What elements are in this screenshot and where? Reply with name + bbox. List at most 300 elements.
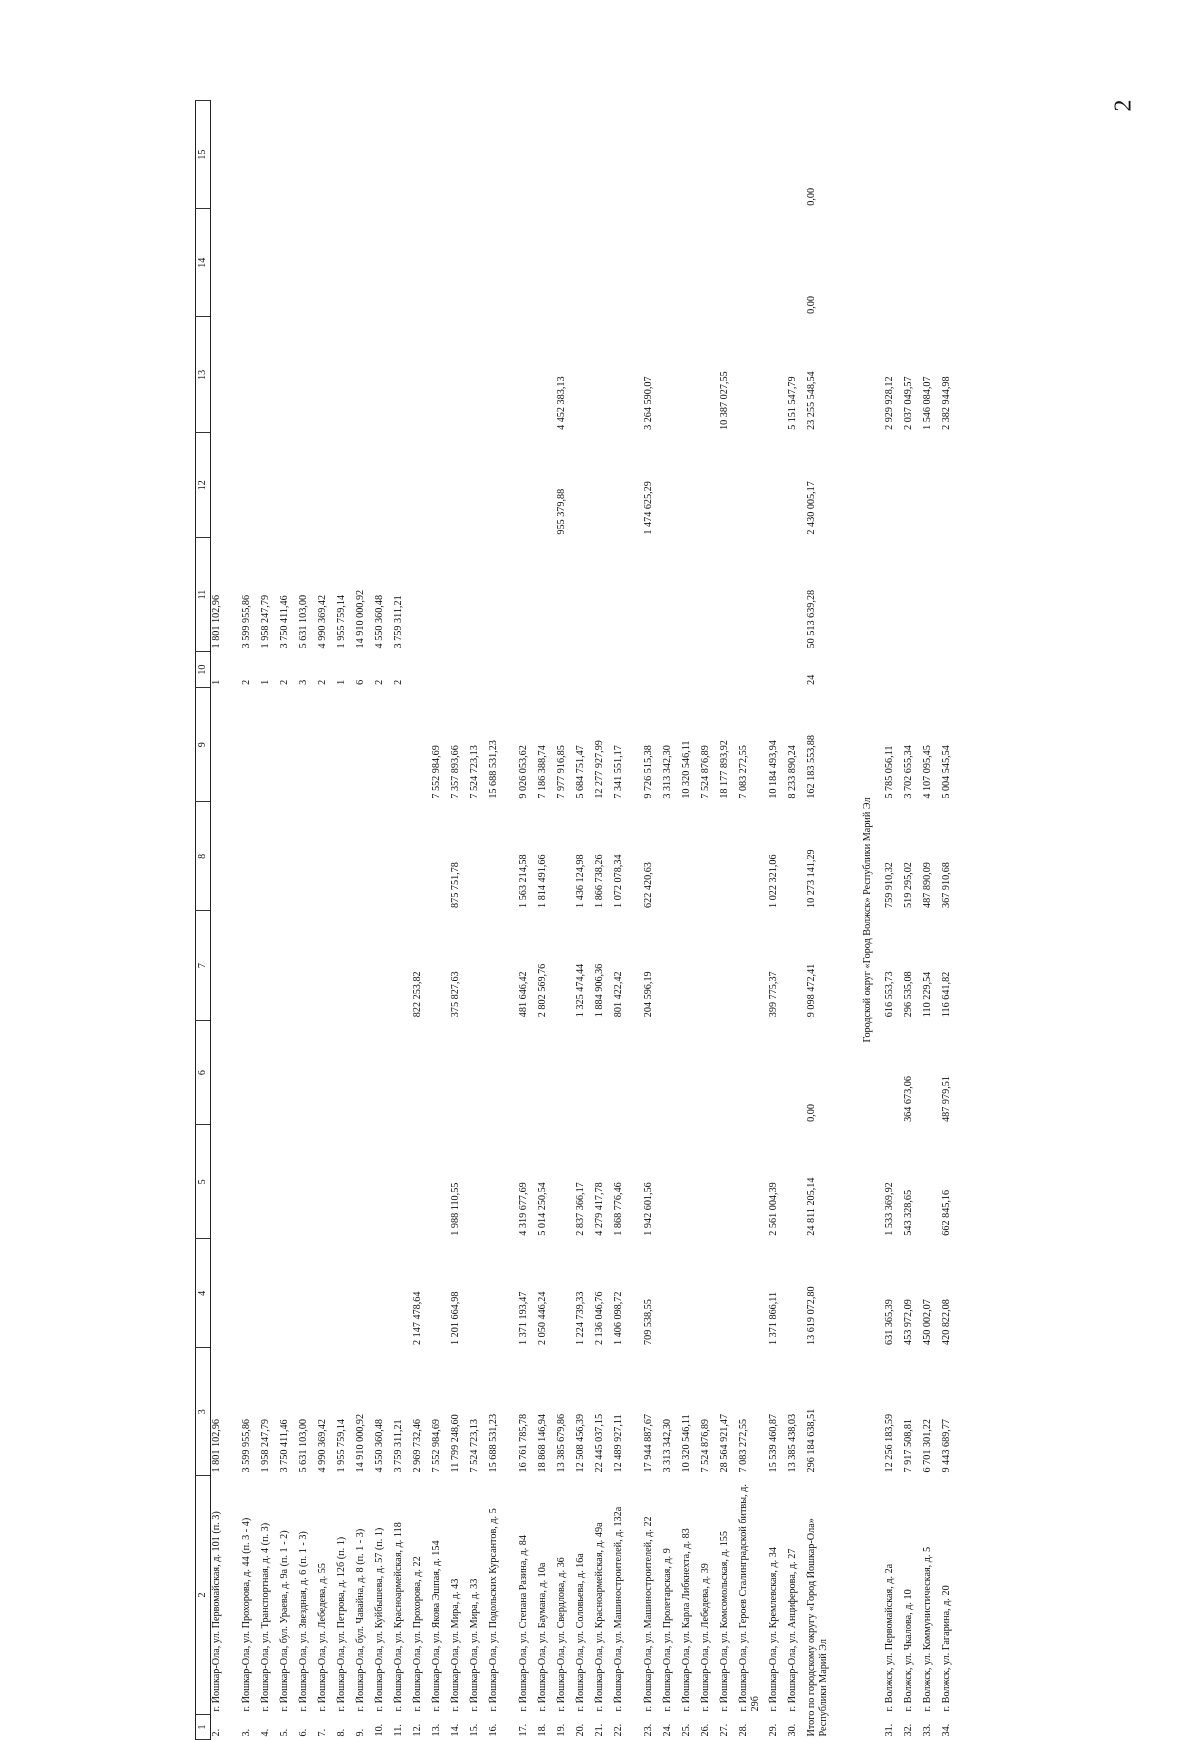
row-number: 5. bbox=[279, 1728, 290, 1737]
cell-c9: 5 004 545,54 bbox=[941, 745, 952, 799]
cell-c9: 18 177 893,92 bbox=[719, 740, 730, 799]
cell-c3: 7 083 272,55 bbox=[738, 1418, 749, 1473]
total-c6: 0,00 bbox=[806, 1104, 817, 1122]
cell-c14 bbox=[279, 209, 298, 317]
cell-c5: 1 868 776,46 bbox=[613, 1182, 624, 1236]
row-number: 19. bbox=[556, 1723, 567, 1737]
cell-c12 bbox=[537, 433, 556, 538]
table-row bbox=[738, 101, 768, 1740]
row-number: 6. bbox=[298, 1728, 309, 1737]
cell-c9: 4 107 095,45 bbox=[922, 745, 933, 799]
total-c3: 296 184 638,51 bbox=[806, 1408, 817, 1473]
cell-c14 bbox=[922, 209, 941, 317]
cell-c14 bbox=[393, 209, 412, 317]
cell-c12 bbox=[374, 433, 393, 538]
cell-c6 bbox=[537, 1020, 556, 1125]
table-row bbox=[768, 101, 787, 1740]
row-number: 12. bbox=[412, 1723, 423, 1737]
cell-c7: 1 884 906,36 bbox=[594, 963, 605, 1018]
row-number: 24. bbox=[662, 1723, 673, 1737]
column-header-5: 5 bbox=[196, 1125, 211, 1239]
cell-c10 bbox=[518, 651, 537, 687]
cell-c12 bbox=[279, 433, 298, 538]
cell-c9: 12 277 927,99 bbox=[594, 740, 605, 799]
cell-c4 bbox=[279, 1239, 298, 1348]
cell-c10 bbox=[922, 651, 941, 687]
cell-c13 bbox=[700, 317, 719, 433]
column-header-7: 7 bbox=[196, 911, 211, 1020]
cell-c7 bbox=[681, 911, 700, 1020]
cell-c15 bbox=[768, 101, 787, 209]
cell-c7: 822 253,82 bbox=[412, 971, 423, 1018]
cell-c7 bbox=[393, 911, 412, 1020]
cell-c14 bbox=[450, 209, 469, 317]
cell-c7: 616 553,73 bbox=[884, 971, 895, 1018]
cell-c8 bbox=[719, 802, 738, 911]
cell-c13 bbox=[738, 317, 768, 433]
cell-c3: 13 385 438,03 bbox=[787, 1413, 798, 1473]
cell-c4 bbox=[431, 1239, 450, 1348]
cell-c11 bbox=[431, 538, 450, 652]
table-row bbox=[787, 101, 806, 1740]
cell-c8 bbox=[317, 802, 336, 911]
cell-c3: 3 313 342,30 bbox=[662, 1418, 673, 1473]
cell-c4: 709 538,55 bbox=[643, 1299, 654, 1345]
cell-c9 bbox=[336, 688, 355, 802]
cell-c10: 2 bbox=[393, 679, 404, 685]
cell-c7 bbox=[700, 911, 719, 1020]
cell-c12 bbox=[260, 433, 279, 538]
cell-c7: 2 802 569,76 bbox=[537, 963, 548, 1018]
cell-c7: 801 422,42 bbox=[613, 971, 624, 1018]
cell-c3: 3 759 311,21 bbox=[393, 1419, 404, 1473]
cell-c8: 1 072 078,34 bbox=[613, 854, 624, 908]
cell-c5: 2 561 004,39 bbox=[768, 1182, 779, 1236]
cell-c10 bbox=[941, 651, 960, 687]
cell-c4: 1 224 739,33 bbox=[575, 1291, 586, 1345]
cell-c15 bbox=[575, 101, 594, 209]
cell-c12 bbox=[241, 433, 260, 538]
row-address: г. Йошкар-Ола, ул. Пролетарская, д. 9 bbox=[662, 1548, 673, 1712]
cell-c13 bbox=[336, 317, 355, 433]
cell-c4 bbox=[719, 1239, 738, 1348]
cell-c3: 11 799 248,60 bbox=[450, 1414, 461, 1473]
cell-c9: 15 688 531,23 bbox=[488, 740, 499, 799]
cell-c7 bbox=[662, 911, 681, 1020]
cell-c7 bbox=[260, 911, 279, 1020]
cell-c15 bbox=[594, 101, 613, 209]
cell-c8: 1 563 214,58 bbox=[518, 854, 529, 908]
cell-c15 bbox=[903, 101, 922, 209]
cell-c4 bbox=[700, 1239, 719, 1348]
cell-c4 bbox=[355, 1239, 374, 1348]
cell-c8 bbox=[298, 802, 317, 911]
cell-c8: 487 890,09 bbox=[922, 862, 933, 908]
cell-c15 bbox=[355, 101, 374, 209]
cell-c3: 17 944 887,67 bbox=[643, 1413, 654, 1473]
cell-c6 bbox=[336, 1020, 355, 1125]
cell-c15 bbox=[298, 101, 317, 209]
cell-c7 bbox=[556, 911, 575, 1020]
column-header-10: 10 bbox=[196, 651, 211, 687]
cell-c8 bbox=[412, 802, 431, 911]
cell-c12 bbox=[662, 433, 681, 538]
cell-c6 bbox=[556, 1020, 575, 1125]
column-header-2: 2 bbox=[196, 1475, 211, 1714]
cell-c10 bbox=[594, 651, 613, 687]
cell-c15 bbox=[241, 101, 260, 209]
cell-c13 bbox=[355, 317, 374, 433]
cell-c12 bbox=[393, 433, 412, 538]
cell-c6 bbox=[768, 1020, 787, 1125]
cell-c13: 2 037 049,57 bbox=[903, 376, 914, 430]
cell-c13 bbox=[412, 317, 431, 433]
cell-c9: 7 524 723,13 bbox=[469, 745, 480, 799]
cell-c11 bbox=[768, 538, 787, 652]
cell-c8 bbox=[241, 802, 260, 911]
cell-c15 bbox=[393, 101, 412, 209]
cell-c7 bbox=[488, 911, 518, 1020]
cell-c14 bbox=[738, 209, 768, 317]
cell-c7 bbox=[336, 911, 355, 1020]
table-row bbox=[537, 101, 556, 1740]
row-number: 22. bbox=[613, 1723, 624, 1737]
column-header-8: 8 bbox=[196, 802, 211, 911]
cell-c10 bbox=[488, 651, 518, 687]
cell-c5 bbox=[719, 1125, 738, 1239]
table-row bbox=[241, 101, 260, 1740]
cell-c11: 4 990 369,42 bbox=[317, 594, 328, 649]
cell-c11 bbox=[738, 538, 768, 652]
row-number: 23. bbox=[643, 1723, 654, 1737]
cell-c13: 5 151 547,79 bbox=[787, 376, 798, 430]
row-address: г. Йошкар-Ола, ул. Красноармейская, д. 118 bbox=[393, 1522, 404, 1712]
cell-c11 bbox=[903, 538, 922, 652]
row-address: г. Йошкар-Ола, ул. Героев Сталинградской битвы, д. 29б bbox=[738, 1484, 761, 1712]
cell-c13 bbox=[575, 317, 594, 433]
cell-c9 bbox=[393, 688, 412, 802]
table-row bbox=[450, 101, 469, 1740]
cell-c5 bbox=[662, 1125, 681, 1239]
cell-c4: 2 136 046,76 bbox=[594, 1291, 605, 1345]
cell-c8 bbox=[431, 802, 450, 911]
cell-c15 bbox=[279, 101, 298, 209]
cell-c8 bbox=[260, 802, 279, 911]
cell-c3: 16 761 785,78 bbox=[518, 1413, 529, 1473]
cell-c13: 2 929 928,12 bbox=[884, 376, 895, 430]
row-number: 34. bbox=[941, 1723, 952, 1737]
cell-c9 bbox=[260, 688, 279, 802]
cell-c12 bbox=[719, 433, 738, 538]
cell-c4 bbox=[681, 1239, 700, 1348]
cell-c12 bbox=[488, 433, 518, 538]
row-number: 2. bbox=[211, 1728, 222, 1737]
cell-c9: 8 233 890,24 bbox=[787, 745, 798, 799]
table-row bbox=[412, 101, 431, 1740]
cell-c5 bbox=[431, 1125, 450, 1239]
cell-c4 bbox=[336, 1239, 355, 1348]
cell-c13 bbox=[469, 317, 488, 433]
row-address: г. Йошкар-Ола, ул. Анциферова, д. 27 bbox=[787, 1548, 798, 1712]
cell-c10 bbox=[903, 651, 922, 687]
cell-c9: 9 026 053,62 bbox=[518, 745, 529, 799]
cell-c10 bbox=[613, 651, 643, 687]
cell-c10: 1 bbox=[260, 679, 271, 685]
column-header-14: 14 bbox=[196, 209, 211, 317]
cell-c5: 1 942 601,56 bbox=[643, 1182, 654, 1236]
cell-c11: 1 801 102,96 bbox=[211, 594, 222, 649]
cell-c15 bbox=[719, 101, 738, 209]
row-number: 13. bbox=[431, 1723, 442, 1737]
column-header-6: 6 bbox=[196, 1020, 211, 1125]
cell-c4 bbox=[317, 1239, 336, 1348]
cell-c12 bbox=[450, 433, 469, 538]
row-address: г. Йошкар-Ола, ул. Транспортная, д. 4 (п. 3) bbox=[260, 1522, 271, 1712]
row-number: 16. bbox=[488, 1723, 499, 1737]
row-number: 33. bbox=[922, 1723, 933, 1737]
cell-c13 bbox=[298, 317, 317, 433]
total-row bbox=[806, 101, 840, 1740]
cell-c13: 10 387 027,55 bbox=[719, 371, 730, 430]
row-address: г. Йошкар-Ола, ул. Карла Либкнехта, д. 83 bbox=[681, 1528, 692, 1712]
cell-c12: 955 379,88 bbox=[556, 488, 567, 535]
row-number: 30. bbox=[787, 1723, 798, 1737]
header-row bbox=[196, 101, 211, 1740]
cell-c10: 2 bbox=[241, 679, 252, 685]
cell-c14 bbox=[537, 209, 556, 317]
cell-c8 bbox=[374, 802, 393, 911]
cell-c3: 2 969 732,46 bbox=[412, 1418, 423, 1473]
cell-c9 bbox=[211, 688, 242, 802]
cell-c6 bbox=[279, 1020, 298, 1125]
cell-c11: 4 550 360,48 bbox=[374, 594, 385, 649]
cell-c3: 1 958 247,79 bbox=[260, 1418, 271, 1473]
cell-c6: 364 673,06 bbox=[903, 1076, 914, 1122]
cell-c11 bbox=[613, 538, 643, 652]
total-c13: 23 255 548,54 bbox=[806, 371, 817, 430]
cell-c10 bbox=[643, 651, 662, 687]
row-number: 7. bbox=[317, 1728, 328, 1737]
cell-c3: 7 524 723,13 bbox=[469, 1418, 480, 1473]
cell-c4: 1 371 866,11 bbox=[768, 1291, 779, 1345]
cell-c8 bbox=[662, 802, 681, 911]
cell-c12 bbox=[613, 433, 643, 538]
cell-c11 bbox=[518, 538, 537, 652]
cell-c8 bbox=[556, 802, 575, 911]
cell-c6 bbox=[719, 1020, 738, 1125]
spacer bbox=[874, 101, 884, 1740]
cell-c11 bbox=[488, 538, 518, 652]
table-row bbox=[922, 101, 941, 1740]
cell-c7 bbox=[279, 911, 298, 1020]
row-number: 10. bbox=[374, 1723, 385, 1737]
cell-c3: 18 868 146,94 bbox=[537, 1413, 548, 1473]
cell-c9: 3 313 342,30 bbox=[662, 745, 673, 799]
row-address: г. Йошкар-Ола, ул. Машиностроителей, д. 22 bbox=[643, 1516, 654, 1712]
cell-c8 bbox=[700, 802, 719, 911]
table-row bbox=[941, 101, 960, 1740]
cell-c3: 4 550 360,48 bbox=[374, 1418, 385, 1473]
column-header-1: 1 bbox=[196, 1714, 211, 1739]
table-row bbox=[469, 101, 488, 1740]
row-address: г. Волжск, ул. Чкалова, д. 10 bbox=[903, 1589, 914, 1712]
cell-c14 bbox=[355, 209, 374, 317]
cell-c11 bbox=[412, 538, 431, 652]
cell-c12 bbox=[412, 433, 431, 538]
row-address: г. Йошкар-Ола, ул. Первомайская, д. 101 (п. 3) bbox=[211, 1511, 222, 1712]
cell-c3: 22 445 037,15 bbox=[594, 1413, 605, 1473]
cell-c9 bbox=[279, 688, 298, 802]
table-row bbox=[556, 101, 575, 1740]
cell-c15 bbox=[317, 101, 336, 209]
cell-c6 bbox=[374, 1020, 393, 1125]
row-number: 14. bbox=[450, 1723, 461, 1737]
total-c15: 0,00 bbox=[806, 187, 817, 206]
cell-c6 bbox=[241, 1020, 260, 1125]
cell-c4 bbox=[662, 1239, 681, 1348]
cell-c15 bbox=[662, 101, 681, 209]
row-address: г. Йошкар-Ола, ул. Подольских Курсантов, д. 5 bbox=[488, 1508, 499, 1712]
cell-c6 bbox=[738, 1020, 768, 1125]
cell-c12 bbox=[575, 433, 594, 538]
cell-c6 bbox=[700, 1020, 719, 1125]
cell-c6: 487 979,51 bbox=[941, 1076, 952, 1122]
row-address: г. Йошкар-Ола, бул. Ураева, д. 9а (п. 1 - 2) bbox=[279, 1530, 290, 1712]
cell-c13: 1 546 084,07 bbox=[922, 376, 933, 430]
table-row bbox=[700, 101, 719, 1740]
cell-c13: 4 452 383,13 bbox=[556, 376, 567, 430]
cell-c12: 1 474 625,29 bbox=[643, 481, 654, 535]
cell-c14 bbox=[700, 209, 719, 317]
cell-c9: 7 524 876,89 bbox=[700, 745, 711, 799]
cell-c10: 2 bbox=[279, 679, 290, 685]
cell-c10 bbox=[431, 651, 450, 687]
cell-c15 bbox=[469, 101, 488, 209]
cell-c14 bbox=[469, 209, 488, 317]
row-address: г. Йошкар-Ола, ул. Прохорова, д. 44 (п. 3 - 4) bbox=[241, 1517, 252, 1712]
cell-c3: 10 320 546,11 bbox=[681, 1414, 692, 1473]
cell-c6 bbox=[355, 1020, 374, 1125]
cell-c9: 7 186 388,74 bbox=[537, 745, 548, 799]
total-c7: 9 098 472,41 bbox=[806, 963, 817, 1018]
cell-c13: 3 264 590,07 bbox=[643, 376, 654, 430]
row-number: 27. bbox=[719, 1723, 730, 1737]
cell-c6 bbox=[469, 1020, 488, 1125]
cell-c13 bbox=[613, 317, 643, 433]
cell-c10: 2 bbox=[317, 679, 328, 685]
cell-c13: 2 382 944,98 bbox=[941, 376, 952, 430]
cell-c8: 1 866 738,26 bbox=[594, 854, 605, 908]
cell-c3: 28 564 921,47 bbox=[719, 1413, 730, 1473]
cell-c14 bbox=[884, 209, 903, 317]
row-address: г. Йошкар-Ола, ул. Лебедева, д. 39 bbox=[700, 1563, 711, 1712]
cell-c3: 3 599 955,86 bbox=[241, 1418, 252, 1473]
cell-c8: 622 420,63 bbox=[643, 862, 654, 908]
cell-c9 bbox=[374, 688, 393, 802]
cell-c9 bbox=[355, 688, 374, 802]
cell-c8: 1 814 491,66 bbox=[537, 854, 548, 908]
table-row bbox=[431, 101, 450, 1740]
cell-c15 bbox=[374, 101, 393, 209]
table-row bbox=[681, 101, 700, 1740]
cell-c6 bbox=[787, 1020, 806, 1125]
cell-c7 bbox=[787, 911, 806, 1020]
cell-c9: 7 552 984,69 bbox=[431, 745, 442, 799]
cell-c5 bbox=[469, 1125, 488, 1239]
cell-c6 bbox=[450, 1020, 469, 1125]
column-header-15: 15 bbox=[196, 101, 211, 209]
cell-c15 bbox=[488, 101, 518, 209]
table-row bbox=[298, 101, 317, 1740]
cell-c13 bbox=[393, 317, 412, 433]
cell-c6 bbox=[518, 1020, 537, 1125]
cell-c12 bbox=[518, 433, 537, 538]
repair-cost-table bbox=[195, 100, 960, 1740]
cell-c9 bbox=[412, 688, 431, 802]
cell-c6 bbox=[211, 1020, 242, 1125]
column-header-13: 13 bbox=[196, 317, 211, 433]
cell-c11 bbox=[643, 538, 662, 652]
cell-c3: 9 443 689,77 bbox=[941, 1418, 952, 1473]
table-row bbox=[575, 101, 594, 1740]
cell-c13 bbox=[211, 317, 242, 433]
cell-c7 bbox=[241, 911, 260, 1020]
cell-c6 bbox=[884, 1020, 903, 1125]
cell-c6 bbox=[575, 1020, 594, 1125]
cell-c15 bbox=[787, 101, 806, 209]
cell-c8 bbox=[681, 802, 700, 911]
cell-c13 bbox=[374, 317, 393, 433]
cell-c10 bbox=[884, 651, 903, 687]
cell-c14 bbox=[241, 209, 260, 317]
cell-c7: 110 229,54 bbox=[922, 971, 933, 1018]
cell-c3: 1 801 102,96 bbox=[211, 1418, 222, 1473]
cell-c3: 12 489 927,11 bbox=[613, 1414, 624, 1473]
cell-c5: 1 988 110,55 bbox=[450, 1182, 461, 1236]
cell-c11 bbox=[450, 538, 469, 652]
table-row bbox=[488, 101, 518, 1740]
row-number: 4. bbox=[260, 1728, 271, 1737]
row-address: г. Йошкар-Ола, ул. Петрова, д. 12б (п. 1) bbox=[336, 1536, 347, 1712]
cell-c4 bbox=[298, 1239, 317, 1348]
cell-c11 bbox=[594, 538, 613, 652]
cell-c10 bbox=[469, 651, 488, 687]
cell-c11: 5 631 103,00 bbox=[298, 594, 309, 649]
row-address: г. Йошкар-Ола, ул. Звездная, д. 6 (п. 1 - 3) bbox=[298, 1531, 309, 1712]
cell-c15 bbox=[260, 101, 279, 209]
cell-c13 bbox=[241, 317, 260, 433]
cell-c5 bbox=[211, 1125, 242, 1239]
cell-c8: 1 022 321,06 bbox=[768, 854, 779, 908]
cell-c14 bbox=[260, 209, 279, 317]
table-row bbox=[662, 101, 681, 1740]
row-address: г. Йошкар-Ола, ул. Прохорова, д. 22 bbox=[412, 1556, 423, 1712]
table-row bbox=[518, 101, 537, 1740]
cell-c7: 1 325 474,44 bbox=[575, 963, 586, 1018]
cell-c15 bbox=[450, 101, 469, 209]
cell-c10 bbox=[450, 651, 469, 687]
cell-c15 bbox=[537, 101, 556, 209]
row-number: 11. bbox=[393, 1724, 404, 1737]
cell-c4 bbox=[488, 1239, 518, 1348]
cell-c7 bbox=[298, 911, 317, 1020]
table-row bbox=[336, 101, 355, 1740]
cell-c10: 2 bbox=[374, 679, 385, 685]
cell-c7 bbox=[431, 911, 450, 1020]
cell-c12 bbox=[738, 433, 768, 538]
cell-c8: 759 910,32 bbox=[884, 862, 895, 908]
row-number: 26. bbox=[700, 1723, 711, 1737]
